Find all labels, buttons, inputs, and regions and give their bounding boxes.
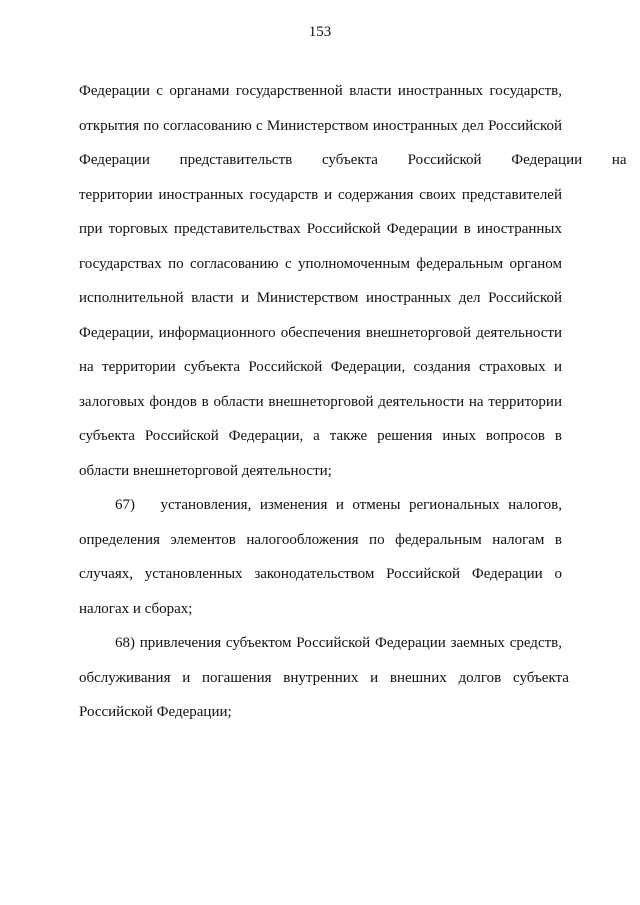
text-line: при торговых представительствах Российской Федерации в иностранных	[79, 221, 562, 237]
text-line: 67) установления, изменения и отмены региональных налогов,	[115, 497, 562, 513]
text-line: залоговых фондов в области внешнеторговой деятельности на территории	[79, 393, 562, 410]
text-line: исполнительной власти и Министерством иностранных дел Российской	[79, 290, 562, 306]
text-line: области внешнеторговой деятельности;	[79, 462, 332, 479]
text-line: Федерации с органами государственной власти иностранных государств,	[79, 83, 562, 99]
text-line: 68) привлечения субъектом Российской Федерации заемных средств,	[115, 635, 562, 651]
paragraph-foreign-economic-activity	[79, 74, 627, 488]
page-number: 153	[308, 24, 332, 40]
text-line: определения элементов налогообложения по федеральным налогам в	[79, 531, 562, 548]
text-line: Федерации представительств субъекта Российской Федерации на	[79, 152, 627, 168]
text-line: налогах и сборах;	[79, 600, 193, 617]
text-line: Российской Федерации;	[79, 704, 232, 720]
document-body	[79, 74, 627, 730]
text-line: обслуживания и погашения внутренних и внешних долгов субъекта	[79, 669, 569, 686]
text-line: случаях, установленных законодательством Российской Федерации о	[79, 566, 562, 582]
text-line: государствах по согласованию с уполномоченным федеральным органом	[79, 255, 562, 272]
text-line: субъекта Российской Федерации, а также решения иных вопросов в	[79, 428, 562, 444]
text-line: территории иностранных государств и содержания своих представителей	[79, 186, 562, 203]
text-line: Федерации, информационного обеспечения внешнеторговой деятельности	[79, 324, 562, 341]
paragraph-item-67	[79, 488, 562, 626]
text-line: открытия по согласованию с Министерством иностранных дел Российской	[79, 117, 562, 134]
paragraph-item-68	[79, 626, 569, 730]
text-line: на территории субъекта Российской Федерации, создания страховых и	[79, 359, 562, 375]
